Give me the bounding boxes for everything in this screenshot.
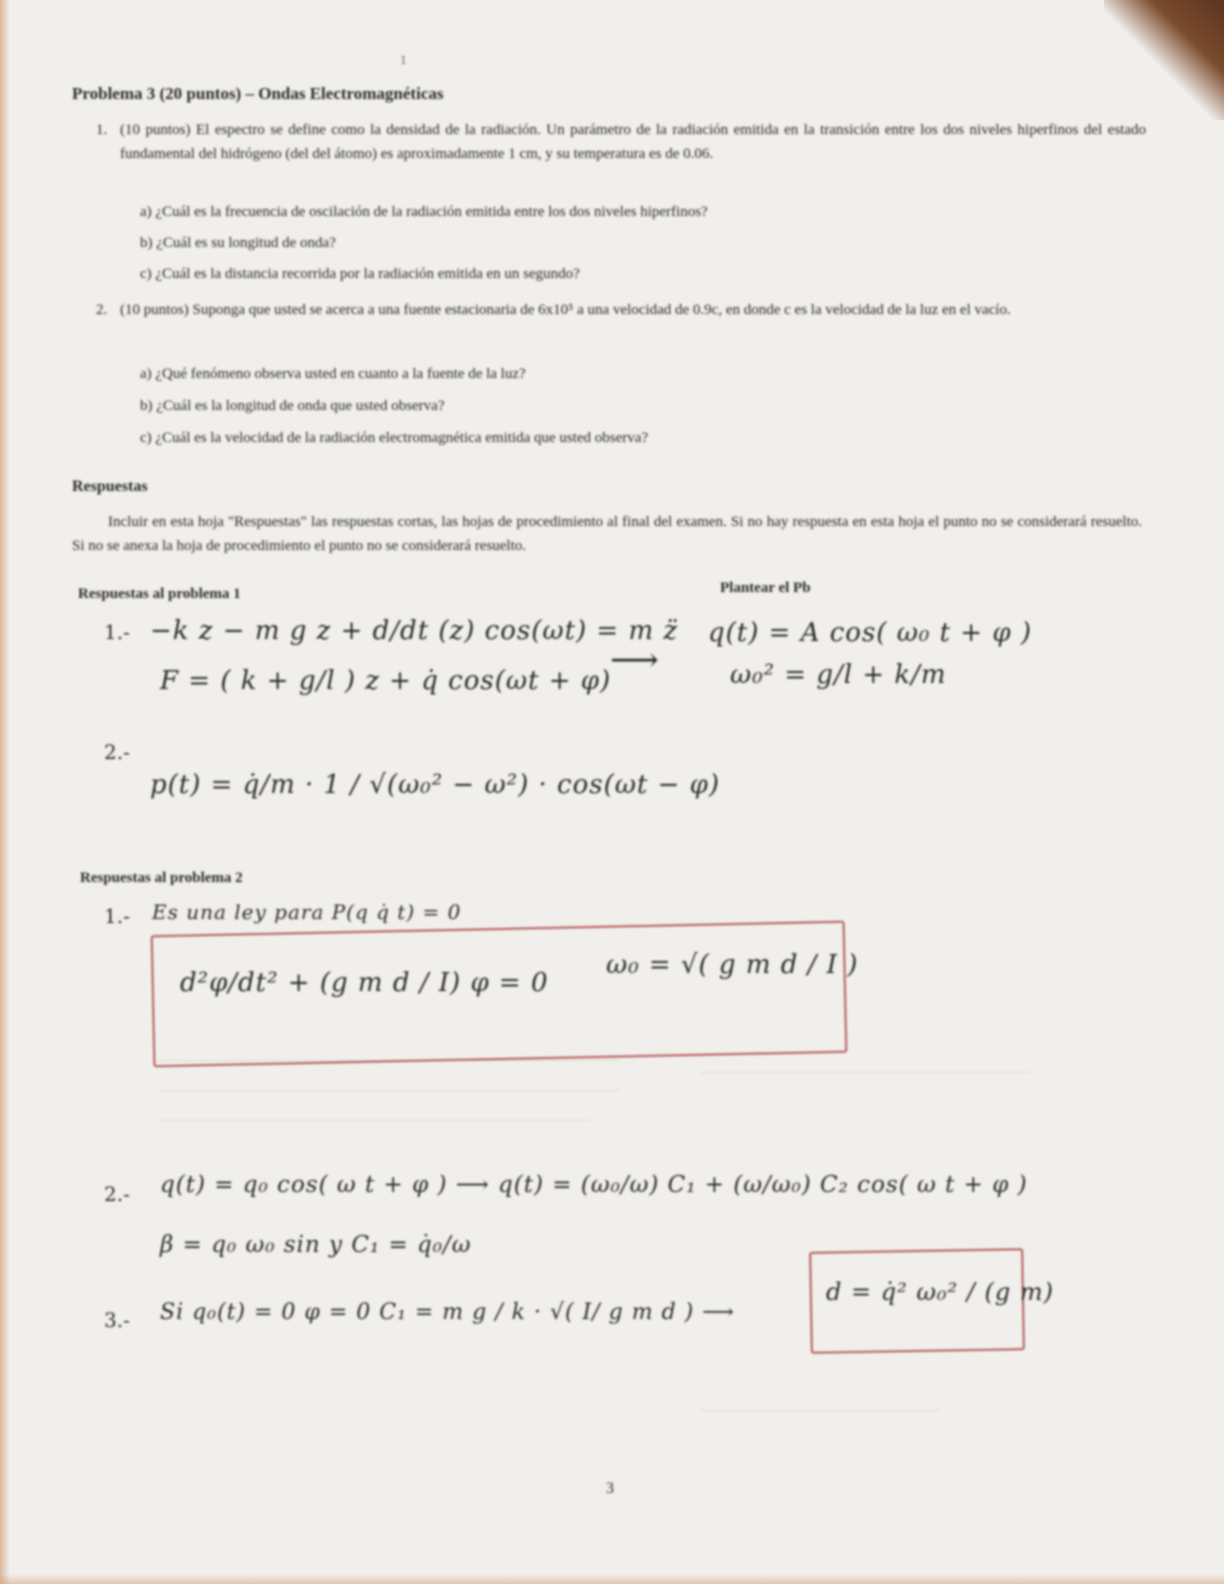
handwritten-equation: d = q̇² ω₀² / (g m) [826, 1278, 1054, 1306]
response-1-heading: Respuestas al problema 1 [78, 586, 241, 602]
handwritten-equation: q(t) = q₀ cos( ω t + φ ) ⟶ q(t) = (ω₀/ω) C₁ + (ω/ω₀) C₂ cos( ω t + φ ) [160, 1172, 1028, 1198]
problem-1-sub-a: a) ¿Cuál es la frecuencia de oscilación de la radiación emitida entre los dos niveles hiperfinos? [140, 204, 708, 220]
handwritten-equation: ω₀² = g/l + k/m [730, 660, 947, 690]
respuestas-instructions: Incluir en esta hoja "Respuestas" las respuestas cortas, las hojas de procedimiento al final del examen. Si no hay respuesta en esta hoja el punto no se considerará resuelto. Si no se anexa la hoja de procedimiento el punto no se considerará resuelto. [72, 514, 1142, 554]
handwritten-equation: β = q₀ ω₀ sin y C₁ = q̇₀/ω [160, 1232, 472, 1258]
handwritten-equation: −k z − m g z + d/dt (z) cos(ωt) = m z̈ [150, 616, 679, 646]
page-number: 3 [606, 1480, 614, 1497]
problem-1-sub-c: c) ¿Cuál es la distancia recorrida por la radiación emitida en un segundo? [140, 266, 580, 282]
handwritten-equation: d²φ/dt² + (g m d / I) φ = 0 [180, 968, 549, 998]
problem-2-sub-b: b) ¿Cuál es la longitud de onda que usted observa? [140, 398, 445, 414]
problem-item-2 [96, 298, 1146, 322]
problem-text: (10 puntos) Suponga que usted se acerca a una fuente estacionaria de 6x10⁵ a una velocidad de 0.9c, en donde c es la velocidad de la luz en el vacío. [120, 302, 1011, 318]
problem-item-1 [96, 118, 1146, 166]
problem-number: 2. [96, 302, 108, 318]
arrow-icon: ⟶ [610, 640, 660, 680]
response-2-heading: Respuestas al problema 2 [80, 870, 243, 886]
handwritten-equation: p(t) = q̇/m · 1 / √(ω₀² − ω²) · cos(ωt − φ) [150, 770, 721, 800]
bleed-through-line [700, 1072, 1030, 1073]
answer-marker: 2.- [104, 1182, 130, 1206]
handwritten-equation: F = ( k + g/l ) z + q̇ cos(ωt + φ) [160, 666, 612, 696]
respuestas-heading: Respuestas [72, 478, 148, 495]
bleed-through-line [160, 1090, 620, 1091]
answer-marker: 1.- [104, 620, 130, 644]
problem-2-sub-c: c) ¿Cuál es la velocidad de la radiación electromagnética emitida que usted observa? [140, 430, 649, 446]
bleed-through-line [160, 1120, 590, 1121]
handwritten-equation: Si q₀(t) = 0 φ = 0 C₁ = m g / k · √( I/ g m d ) ⟶ [160, 1300, 735, 1325]
bleed-through-line [700, 1410, 940, 1411]
answer-marker: 2.- [104, 740, 130, 764]
response-1-side-heading: Plantear el Pb [720, 580, 811, 596]
problem-number: 1. [96, 122, 108, 138]
handwritten-equation: ω₀ = √( g m d / I ) [606, 950, 859, 980]
problem-2-sub-a: a) ¿Qué fenómeno observa usted en cuanto a la fuente de la luz? [140, 366, 526, 382]
problem-text: (10 puntos) El espectro se define como la densidad de la radiación. Un parámetro de la radiación emitida en la transición entre los dos niveles hiperfinos del estado fundamental del hidrógeno (del del átomo) es aproximadamente 1 cm, y su temperatura es de 0.06. [120, 122, 1146, 162]
handwritten-equation: q(t) = A cos( ω₀ t + φ ) [708, 618, 1032, 648]
handwritten-note: Es una ley para P(q q̇ t) = 0 [152, 900, 462, 924]
problem-title: Problema 3 (20 puntos) – Ondas Electromagnéticas [72, 84, 444, 103]
answer-marker: 3.- [104, 1308, 130, 1332]
top-page-marker: 1 [400, 52, 407, 67]
bleed-through-line [160, 1060, 620, 1061]
problem-1-sub-b: b) ¿Cuál es su longitud de onda? [140, 235, 336, 251]
answer-marker: 1.- [104, 904, 130, 928]
